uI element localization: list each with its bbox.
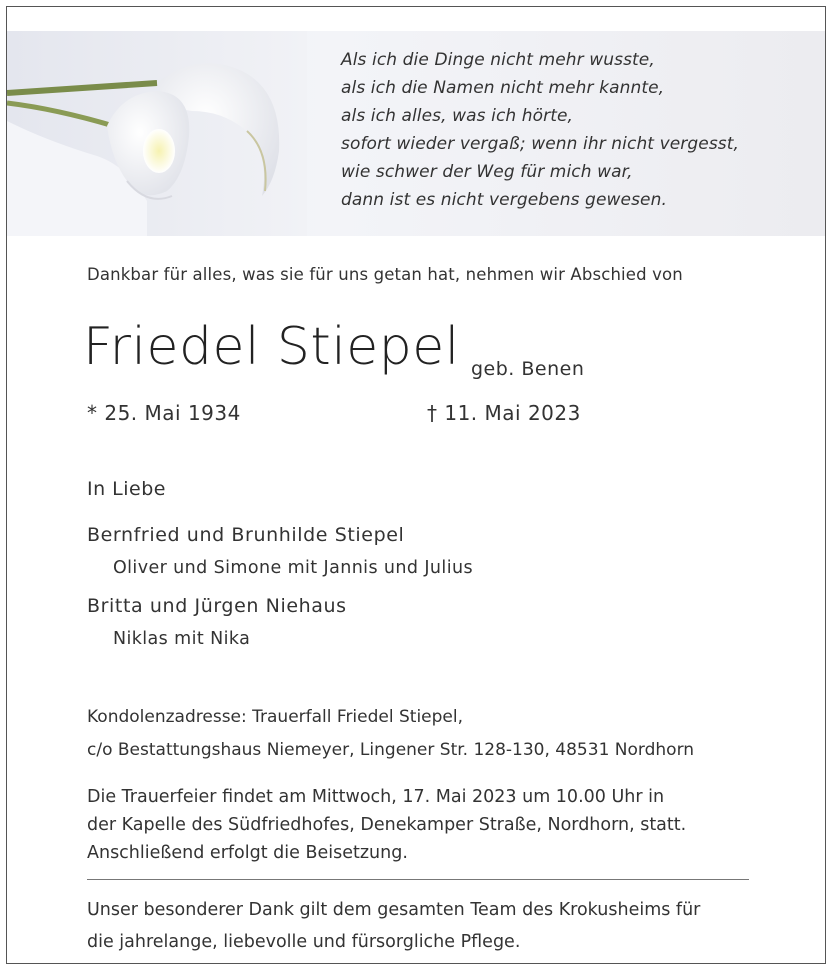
thanks-note: [87, 894, 700, 958]
condolence-address-line2: c/o Bestattungshaus Niemeyer, Lingener Str. 128-130, 48531 Nordhorn: [87, 740, 695, 760]
funeral-line: Die Trauerfeier findet am Mittwoch, 17. Mai 2023 um 10.00 Uhr in: [87, 787, 665, 807]
family-name: Bernfried und Brunhilde Stiepel: [87, 524, 405, 546]
family-name: Britta und Jürgen Niehaus: [87, 595, 347, 617]
birth-date: * 25. Mai 1934: [87, 401, 241, 425]
poem-line: sofort wieder vergaß; wenn ihr nicht vergesst,: [341, 134, 740, 154]
poem-line: als ich die Namen nicht mehr kannte,: [341, 78, 665, 98]
poem: [341, 46, 811, 214]
maiden-name: geb. Benen: [471, 358, 585, 380]
death-date: † 11. Mai 2023: [427, 401, 581, 425]
thanks-line: die jahrelange, liebevolle und fürsorgliche Pflege.: [87, 932, 521, 952]
intro-text: Dankbar für alles, was sie für uns getan hat, nehmen wir Abschied von: [87, 265, 683, 284]
divider: [87, 879, 749, 880]
poem-line: als ich alles, was ich hörte,: [341, 106, 574, 126]
poem-line: dann ist es nicht vergebens gewesen.: [341, 190, 667, 210]
header-banner: [7, 31, 825, 236]
mourners-heading: In Liebe: [87, 478, 166, 500]
funeral-line: Anschließend erfolgt die Beisetzung.: [87, 843, 408, 863]
obituary-frame: [6, 6, 826, 964]
condolence-address: Kondolenzadresse: Trauerfall Friedel Stiepel,: [87, 707, 464, 727]
thanks-line: Unser besonderer Dank gilt dem gesamten Team des Krokusheims für: [87, 900, 701, 920]
calla-lily-image: [7, 31, 307, 236]
family-members: Niklas mit Nika: [113, 629, 251, 649]
family-members: Oliver und Simone mit Jannis und Julius: [113, 558, 473, 578]
poem-line: Als ich die Dinge nicht mehr wusste,: [341, 50, 655, 70]
funeral-info: [87, 783, 686, 867]
poem-line: wie schwer der Weg für mich war,: [341, 162, 633, 182]
deceased-name: Friedel Stiepel: [83, 317, 460, 377]
funeral-line: der Kapelle des Südfriedhofes, Denekamper Straße, Nordhorn, statt.: [87, 815, 687, 835]
